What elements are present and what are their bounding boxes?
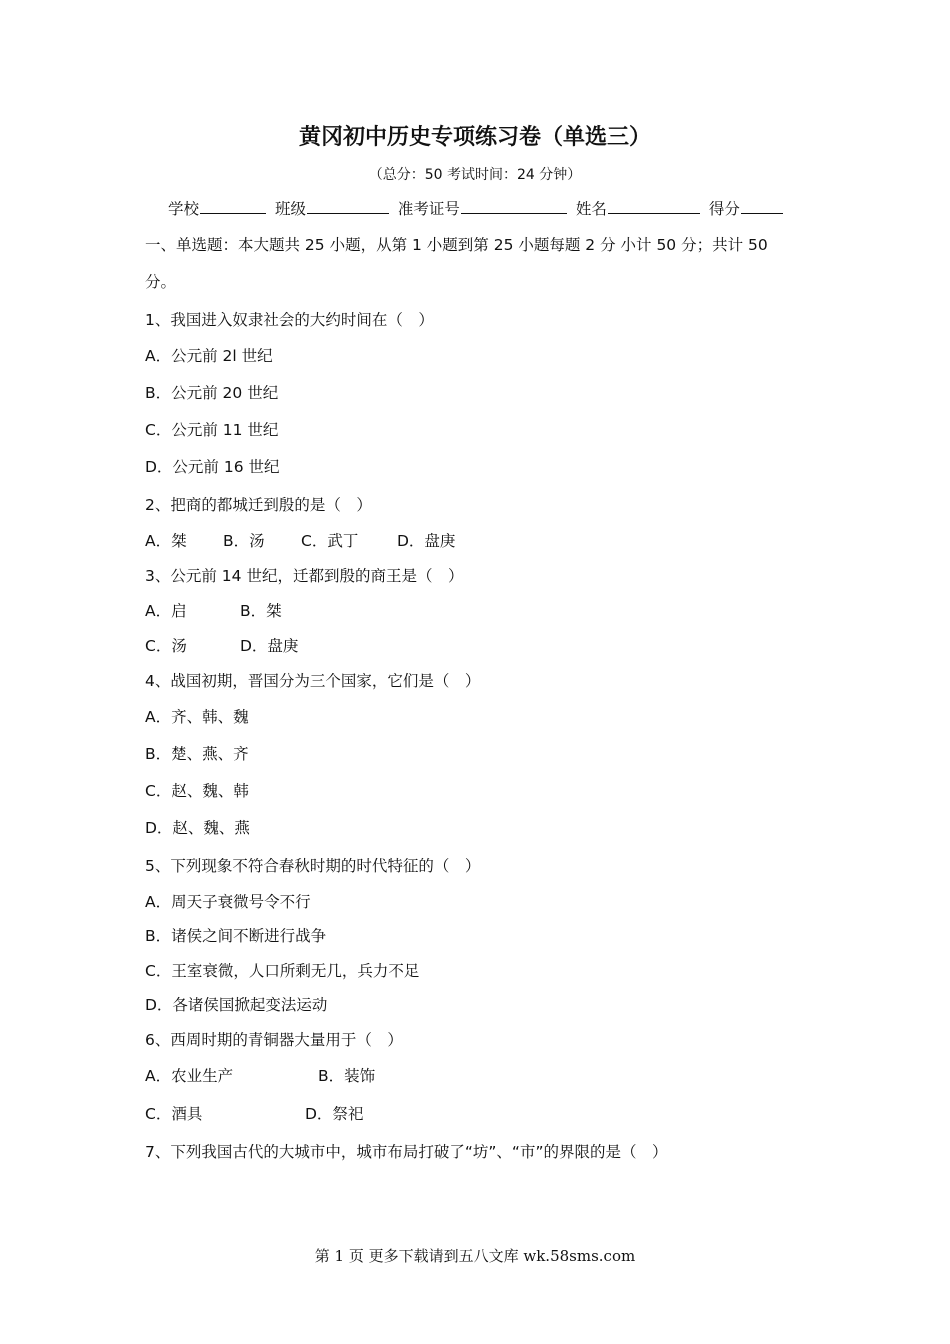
school-label: 学校 (168, 200, 200, 218)
question-1-option-c: C．公元前 11 世纪 (145, 421, 279, 439)
class-blank (307, 198, 389, 214)
score-label: 得分 (708, 200, 740, 218)
question-6-option-c: C．酒具 (145, 1105, 203, 1123)
page-title: 黄冈初中历史专项练习卷（单选三） (298, 125, 651, 150)
question-6-option-a: A．农业生产 (145, 1067, 234, 1085)
student-info-line (168, 197, 787, 219)
question-3-stem: 3、公元前 14 世纪，迁都到殷的商王是（ ） (145, 567, 464, 585)
question-1-option-a: A．公元前 2l 世纪 (145, 347, 273, 365)
question-2-option-a: A．桀 (145, 532, 187, 550)
question-5-option-c: C．王室衰微，人口所剩无几，兵力不足 (145, 962, 420, 980)
question-1-option-d: D．公元前 16 世纪 (145, 458, 280, 476)
name-label: 姓名 (575, 200, 607, 218)
exam-no-label: 准考证号 (397, 200, 460, 218)
question-2-option-b: B．汤 (223, 532, 265, 550)
section-instructions-cont: 分。 (145, 273, 177, 291)
question-6-options-ab (145, 1064, 375, 1086)
question-2-stem: 2、把商的都城迁到殷的是（ ） (145, 496, 372, 514)
score-blank (741, 198, 783, 214)
exam-no-blank (461, 198, 567, 214)
page-subtitle: （总分：50 考试时间：24 分钟） (368, 167, 582, 183)
question-7-stem: 7、下列我国古代的大城市中，城市布局打破了“坊”、“市”的界限的是（ ） (145, 1143, 668, 1161)
question-5-option-d: D．各诸侯国掀起变法运动 (145, 996, 328, 1014)
question-6-options-cd (145, 1102, 363, 1124)
question-5-option-a: A．周天子衰微号令不行 (145, 893, 311, 911)
question-3-option-b: B．桀 (240, 602, 282, 620)
question-2-options (145, 529, 455, 551)
question-3-option-c: C．汤 (145, 637, 187, 655)
name-blank (608, 198, 700, 214)
question-6-stem: 6、西周时期的青铜器大量用于（ ） (145, 1031, 403, 1049)
section-instructions: 一、单选题：本大题共 25 小题，从第 1 小题到第 25 小题每题 2 分 小计 50 分；共计 50 (145, 236, 768, 254)
question-3-option-d: D．盘庚 (240, 637, 299, 655)
question-4-option-c: C．赵、魏、韩 (145, 782, 249, 800)
question-1-option-b: B．公元前 20 世纪 (145, 384, 279, 402)
question-3-options-ab (145, 599, 282, 621)
question-4-option-a: A．齐、韩、魏 (145, 708, 249, 726)
question-5-option-b: B．诸侯之间不断进行战争 (145, 927, 327, 945)
question-5-stem: 5、下列现象不符合春秋时期的时代特征的（ ） (145, 857, 481, 875)
question-4-stem: 4、战国初期，晋国分为三个国家，它们是（ ） (145, 672, 481, 690)
question-4-option-d: D．赵、魏、燕 (145, 819, 250, 837)
class-label: 班级 (274, 200, 306, 218)
question-2-option-c: C．武丁 (301, 532, 359, 550)
question-4-option-b: B．楚、燕、齐 (145, 745, 249, 763)
question-3-options-cd (145, 634, 298, 656)
question-6-option-d: D．祭祀 (305, 1105, 364, 1123)
question-2-option-d: D．盘庚 (397, 532, 456, 550)
question-3-option-a: A．启 (145, 602, 187, 620)
school-blank (200, 198, 266, 214)
question-6-option-b: B．装饰 (318, 1067, 376, 1085)
page-footer: 第 1 页 更多下载请到五八文库 wk.58sms.com (314, 1247, 636, 1265)
question-1-stem: 1、我国进入奴隶社会的大约时间在（ ） (145, 311, 434, 329)
